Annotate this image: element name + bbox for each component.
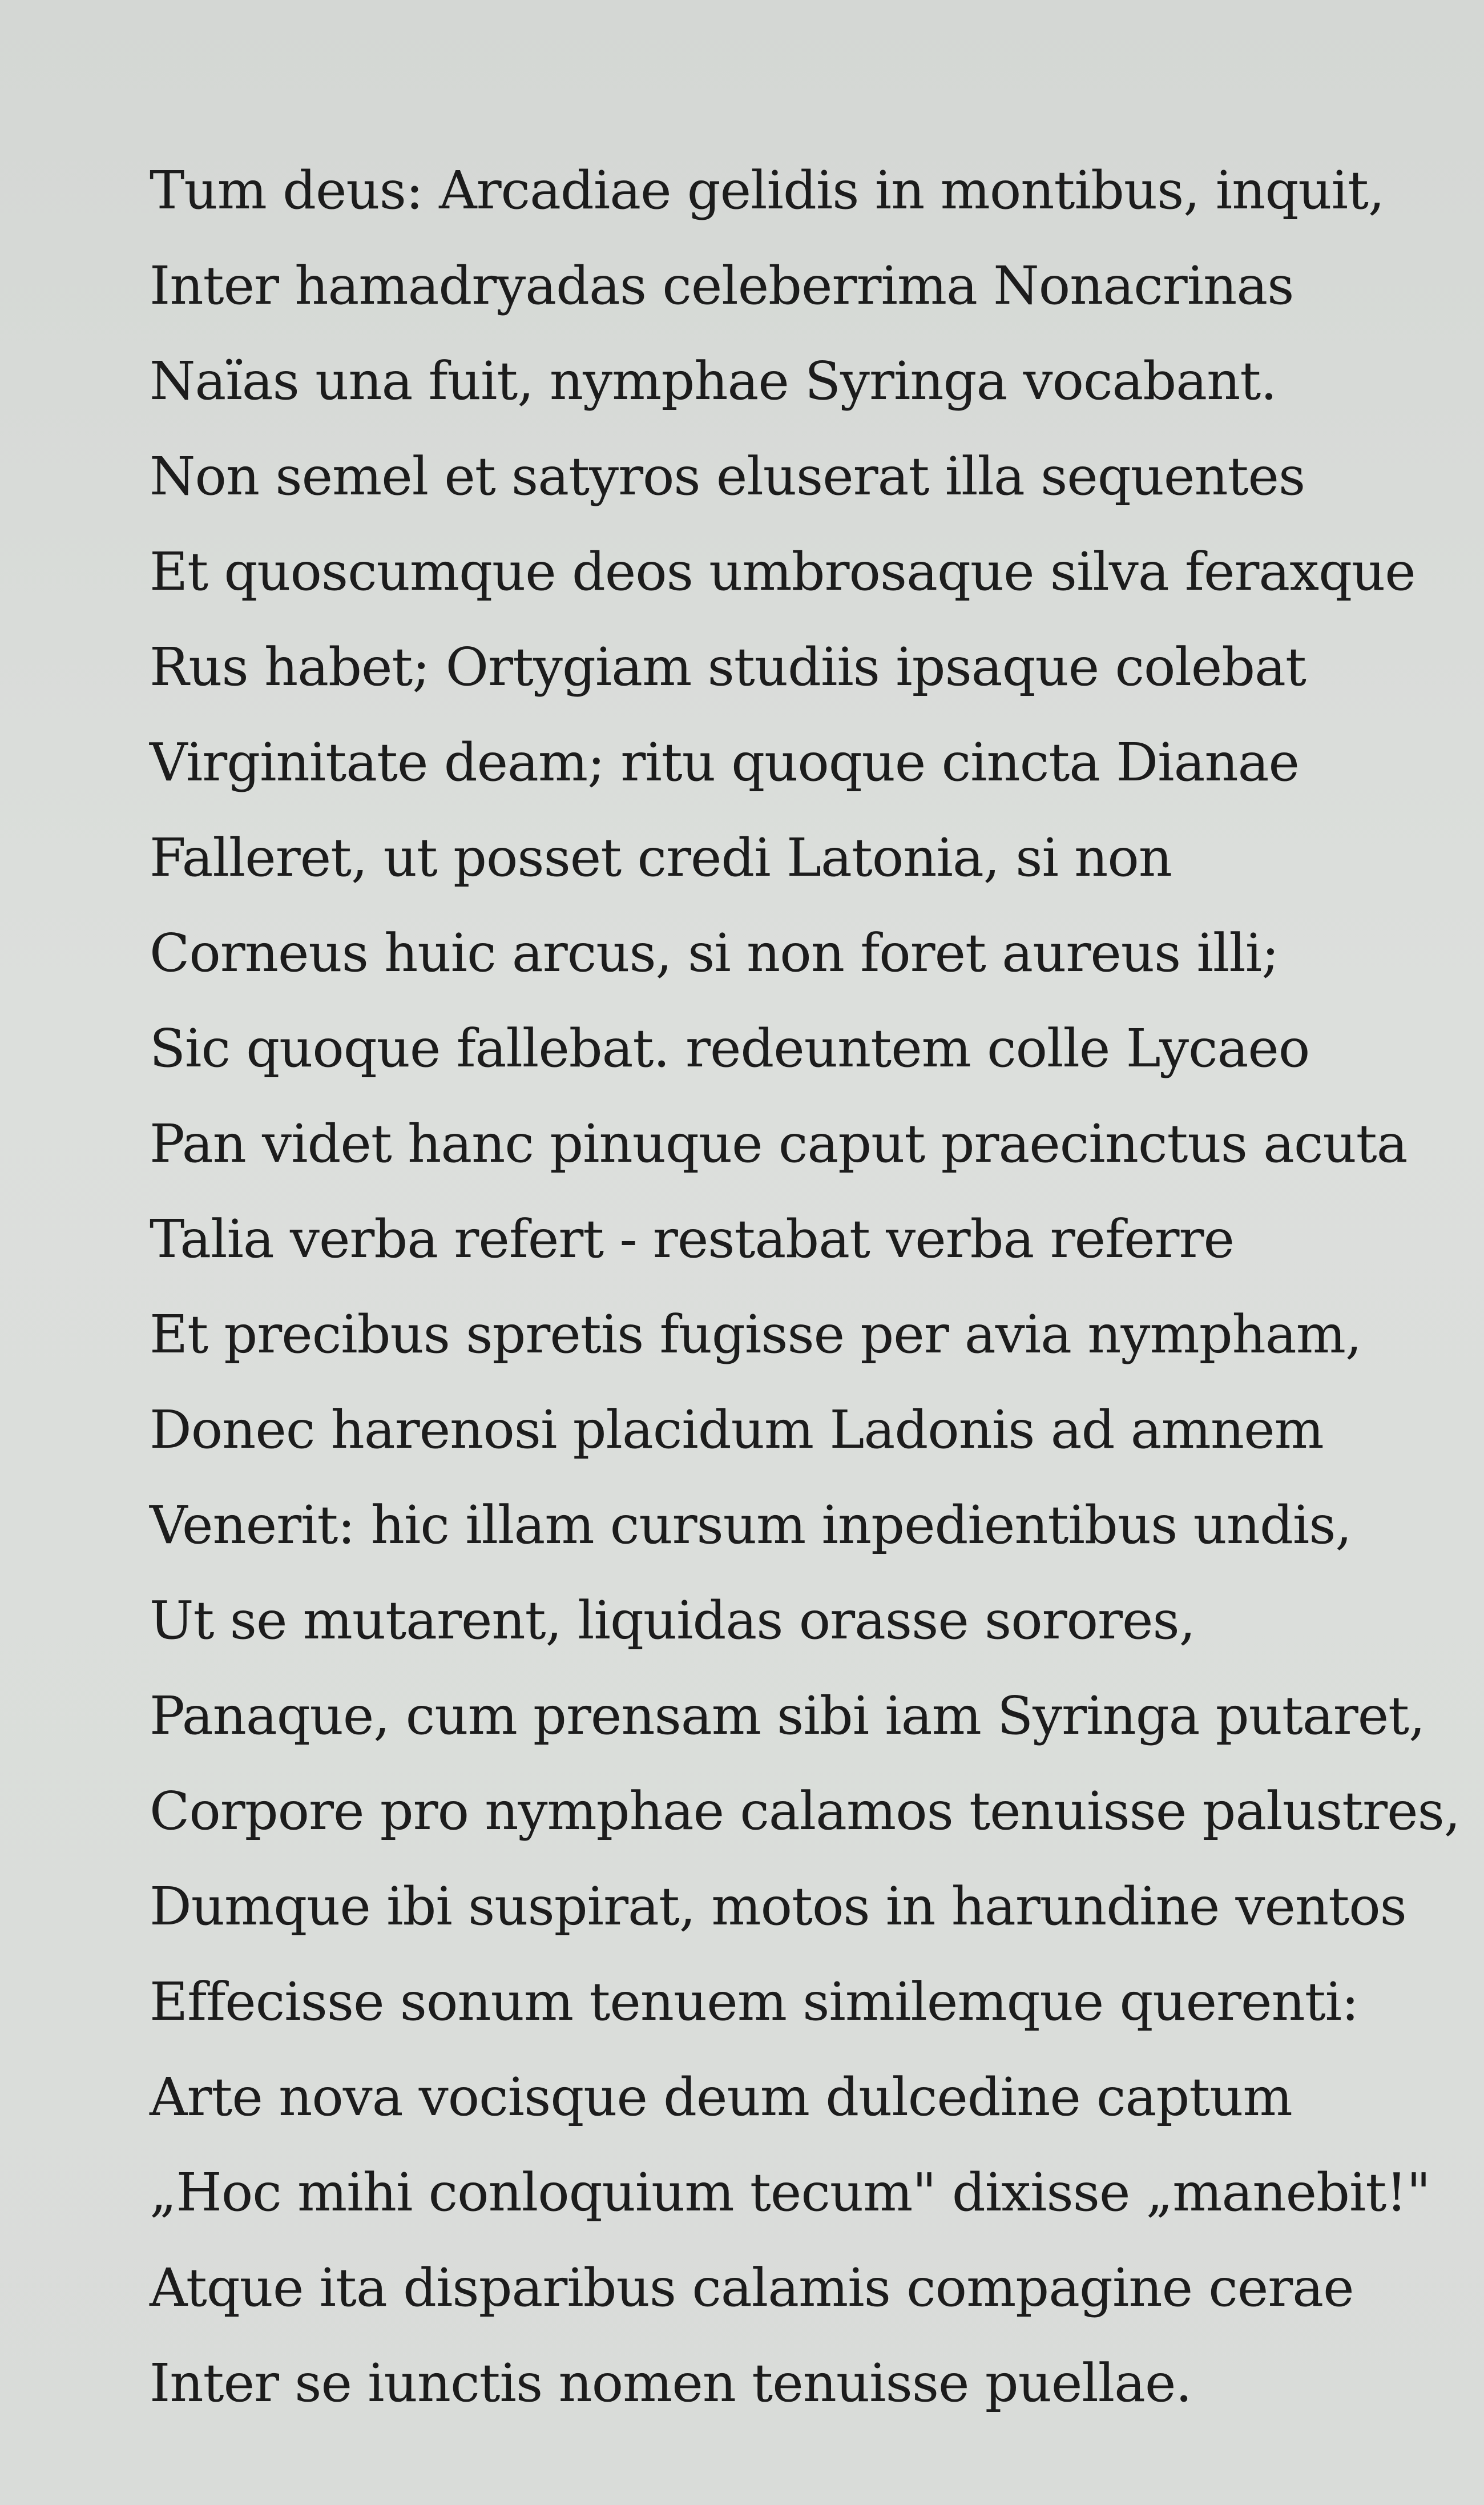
poem-line: „Hoc mihi conloquium tecum" dixisse „manebit!" [150, 2162, 1430, 2223]
poem-line: Pan videt hanc pinuque caput praecinctus acuta [150, 1113, 1408, 1174]
poem-line: Rus habet; Ortygiam studiis ipsaque colebat [150, 637, 1306, 698]
poem-line: Corpore pro nymphae calamos tenuisse palustres, [150, 1781, 1461, 1842]
poem-line: Effecisse sonum tenuem similemque querenti: [150, 1971, 1359, 2032]
poem-line: Dumque ibi suspirat, motos in harundine ventos [150, 1876, 1406, 1937]
poem-line: Ut se mutarent, liquidas orasse sorores, [150, 1590, 1195, 1651]
poem-line: Et quoscumque deos umbrosaque silva feraxque [150, 541, 1416, 602]
poem-line: Non semel et satyros eluserat illa sequentes [150, 446, 1305, 507]
poem-line: Corneus huic arcus, si non foret aureus illi; [150, 923, 1279, 984]
poem-line: Inter hamadryadas celeberrima Nonacrinas [150, 255, 1294, 316]
poem-line: Tum deus: Arcadiae gelidis in montibus, inquit, [150, 160, 1385, 221]
poem-line: Donec harenosi placidum Ladonis ad amnem [150, 1399, 1324, 1460]
poem-line: Inter se iunctis nomen tenuisse puellae. [150, 2353, 1192, 2414]
poem-line: Venerit: hic illam cursum inpedientibus undis, [150, 1495, 1352, 1556]
poem-line: Et precibus spretis fugisse per avia nympham, [150, 1304, 1362, 1365]
poem-text [150, 143, 1461, 2431]
poem-line: Panaque, cum prensam sibi iam Syringa putaret, [150, 1685, 1425, 1746]
poem-line: Falleret, ut posset credi Latonia, si non [150, 827, 1172, 888]
poem-line: Naïas una fuit, nymphae Syringa vocabant. [150, 351, 1277, 412]
poem-line: Virginitate deam; ritu quoque cincta Dianae [150, 732, 1299, 793]
poem-line: Atque ita disparibus calamis compagine cerae [150, 2257, 1354, 2318]
poem-line: Talia verba refert - restabat verba referre [150, 1209, 1234, 1270]
poem-line: Arte nova vocisque deum dulcedine captum [150, 2067, 1292, 2128]
poem-line: Sic quoque fallebat. redeuntem colle Lycaeo [150, 1018, 1310, 1079]
